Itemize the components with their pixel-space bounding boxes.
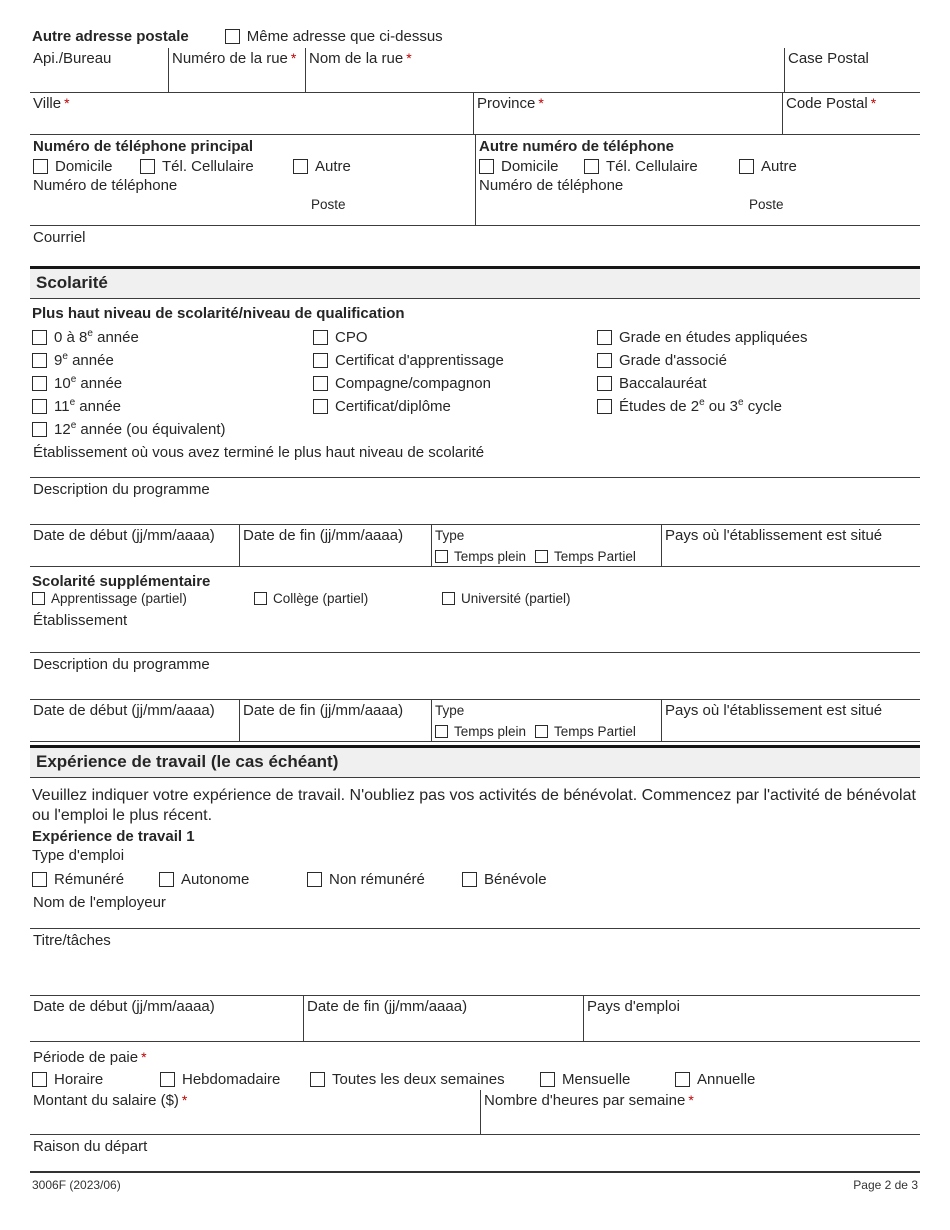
checkbox-cpo[interactable] bbox=[313, 326, 597, 349]
checkbox-box bbox=[32, 1072, 47, 1087]
field-salary-amount[interactable] bbox=[30, 1090, 480, 1134]
checkbox-box bbox=[313, 330, 328, 345]
checkbox-box bbox=[159, 872, 174, 887]
checkbox-autonome[interactable] bbox=[159, 871, 307, 888]
checkbox-box bbox=[584, 159, 599, 174]
checkbox-box bbox=[442, 592, 455, 605]
section-title: Expérience de travail (le cas échéant) bbox=[36, 752, 339, 771]
program-description-label: Description du programme bbox=[33, 656, 210, 673]
checkbox-label: 0 à 8e année bbox=[54, 328, 139, 346]
checkbox-label: Domicile bbox=[501, 158, 559, 175]
city-label: Ville bbox=[33, 95, 62, 112]
checkbox-box bbox=[535, 725, 548, 738]
checkbox-label: Même adresse que ci-dessus bbox=[246, 27, 443, 45]
field-hours-per-week[interactable] bbox=[480, 1090, 920, 1134]
phone2-cellulaire-checkbox[interactable] bbox=[584, 158, 739, 175]
checkbox-certificat-apprentissage[interactable] bbox=[313, 349, 597, 372]
checkbox-apprentissage-partiel[interactable] bbox=[32, 591, 254, 606]
checkbox-compagne-compagnon[interactable] bbox=[313, 372, 597, 395]
checkbox-box bbox=[313, 353, 328, 368]
checkbox-9-annee[interactable] bbox=[32, 349, 313, 372]
same-address-checkbox[interactable] bbox=[225, 28, 443, 45]
checkbox-etudes-2e-3e-cycle[interactable] bbox=[597, 395, 920, 418]
type-label: Type bbox=[435, 703, 465, 718]
checkbox-box bbox=[313, 399, 328, 414]
checkbox-box bbox=[310, 1072, 325, 1087]
checkbox-label: Temps Partiel bbox=[554, 724, 636, 739]
form-id: 3006F (2023/06) bbox=[32, 1178, 121, 1192]
checkbox-label: Autre bbox=[761, 158, 797, 175]
field-edu1-start-date[interactable] bbox=[30, 525, 239, 566]
checkbox-label: Tél. Cellulaire bbox=[606, 158, 698, 175]
postal-code-label: Code Postal bbox=[786, 95, 868, 112]
checkbox-grade-etudes-appliquees[interactable] bbox=[597, 326, 920, 349]
institution-label: Établissement où vous avez terminé le plus haut niveau de scolarité bbox=[33, 444, 485, 461]
salary-amount-label: Montant du salaire ($) bbox=[33, 1092, 179, 1109]
street-number-label: Numéro de la rue bbox=[172, 50, 288, 67]
checkbox-box bbox=[32, 422, 47, 437]
checkbox-mensuelle[interactable] bbox=[540, 1071, 675, 1088]
supplementary-education-title: Scolarité supplémentaire bbox=[32, 573, 211, 590]
required-asterisk: * bbox=[870, 95, 877, 111]
field-employer-name[interactable] bbox=[30, 891, 920, 929]
checkbox-label: 11e année bbox=[54, 397, 122, 415]
checkbox-12-annee[interactable] bbox=[32, 418, 313, 441]
checkbox-universite-partiel[interactable] bbox=[442, 591, 920, 606]
institution-label: Établissement bbox=[33, 612, 128, 629]
field-edu2-country[interactable] bbox=[661, 700, 920, 741]
checkbox-label: Mensuelle bbox=[562, 1070, 631, 1088]
field-phone1-ext[interactable]: Poste bbox=[311, 197, 346, 212]
hours-per-week-label: Nombre d'heures par semaine bbox=[484, 1092, 686, 1109]
checkbox-label: Domicile bbox=[55, 158, 113, 175]
section-header-scolarite bbox=[30, 266, 920, 299]
phone2-domicile-checkbox[interactable] bbox=[479, 158, 584, 175]
province-label: Province bbox=[477, 95, 536, 112]
country-label: Pays où l'établissement est situé bbox=[665, 527, 883, 544]
field-phone1-number[interactable]: Numéro de téléphone bbox=[33, 177, 178, 194]
edu1-type-cell bbox=[431, 525, 661, 566]
end-date-label: Date de fin (jj/mm/aaaa) bbox=[307, 998, 468, 1015]
checkbox-label: Collège (partiel) bbox=[273, 591, 369, 606]
checkbox-temps-partiel-1[interactable] bbox=[535, 549, 636, 564]
checkbox-hebdomadaire[interactable] bbox=[160, 1071, 310, 1088]
checkbox-box bbox=[32, 592, 45, 605]
end-date-label: Date de fin (jj/mm/aaaa) bbox=[243, 527, 404, 544]
start-date-label: Date de début (jj/mm/aaaa) bbox=[33, 527, 215, 544]
checkbox-0-8-annee[interactable] bbox=[32, 326, 313, 349]
end-date-label: Date de fin (jj/mm/aaaa) bbox=[243, 702, 404, 719]
field-phone2-number[interactable]: Numéro de téléphone bbox=[479, 177, 624, 194]
checkbox-box bbox=[675, 1072, 690, 1087]
checkbox-label: 9e année bbox=[54, 351, 114, 369]
other-address-header bbox=[32, 26, 920, 46]
street-name-label: Nom de la rue bbox=[309, 50, 404, 67]
field-work-start-date[interactable] bbox=[30, 996, 303, 1041]
primary-phone-block bbox=[30, 135, 475, 225]
checkbox-box bbox=[540, 1072, 555, 1087]
checkbox-temps-partiel-2[interactable] bbox=[535, 724, 636, 739]
other-phone-block bbox=[475, 135, 920, 225]
checkbox-box bbox=[597, 330, 612, 345]
education-level-grid bbox=[32, 326, 920, 441]
field-program-description-2[interactable] bbox=[30, 653, 920, 699]
education-dates-table-2 bbox=[30, 699, 920, 742]
edu1-type-options bbox=[435, 549, 657, 564]
checkbox-label: Toutes les deux semaines bbox=[332, 1070, 505, 1088]
checkbox-temps-plein-1[interactable] bbox=[435, 549, 526, 564]
required-asterisk: * bbox=[406, 50, 412, 66]
checkbox-box bbox=[254, 592, 267, 605]
field-work-end-date[interactable] bbox=[303, 996, 583, 1041]
apt-label: Api./Bureau bbox=[33, 50, 112, 67]
checkbox-toutes-les-deux-semaines[interactable] bbox=[310, 1071, 540, 1088]
po-box-label: Case Postal bbox=[788, 50, 869, 67]
field-postal-code[interactable] bbox=[782, 93, 920, 134]
salary-table bbox=[30, 1090, 920, 1135]
checkbox-label: Non rémunéré bbox=[329, 870, 425, 888]
field-edu1-end-date[interactable] bbox=[239, 525, 431, 566]
education-col-3 bbox=[597, 326, 920, 441]
checkbox-remunere[interactable] bbox=[32, 871, 159, 888]
address-table bbox=[30, 48, 920, 93]
checkbox-label: Tél. Cellulaire bbox=[162, 158, 254, 175]
checkbox-box bbox=[597, 376, 612, 391]
checkbox-box bbox=[140, 159, 155, 174]
checkbox-benevole[interactable] bbox=[462, 871, 920, 888]
phone1-autre-checkbox[interactable] bbox=[293, 158, 471, 175]
supplementary-options-row bbox=[32, 588, 920, 609]
section-title: Scolarité bbox=[36, 273, 108, 292]
checkbox-label: Apprentissage (partiel) bbox=[51, 591, 187, 606]
required-asterisk: * bbox=[290, 50, 297, 66]
checkbox-baccalaureat[interactable] bbox=[597, 372, 920, 395]
checkbox-label: Certificat/diplôme bbox=[335, 398, 451, 415]
program-description-label: Description du programme bbox=[33, 481, 210, 498]
checkbox-box bbox=[597, 399, 612, 414]
required-asterisk: * bbox=[141, 1049, 147, 1065]
field-edu2-start-date[interactable] bbox=[30, 700, 239, 741]
required-asterisk: * bbox=[64, 95, 70, 111]
checkbox-box bbox=[435, 550, 448, 563]
checkbox-box bbox=[462, 872, 477, 887]
checkbox-box bbox=[313, 376, 328, 391]
checkbox-grade-associe[interactable] bbox=[597, 349, 920, 372]
checkbox-certificat-diplome[interactable] bbox=[313, 395, 597, 418]
field-city[interactable] bbox=[30, 93, 473, 134]
checkbox-label: Temps Partiel bbox=[554, 549, 636, 564]
checkbox-box bbox=[739, 159, 754, 174]
pay-period-label: Période de paie * bbox=[33, 1049, 147, 1066]
reason-for-leaving-label: Raison du départ bbox=[33, 1138, 148, 1155]
field-institution-highest[interactable] bbox=[30, 441, 920, 478]
checkbox-box bbox=[32, 330, 47, 345]
required-asterisk: * bbox=[688, 1092, 694, 1108]
checkbox-box bbox=[535, 550, 548, 563]
edu2-type-options bbox=[435, 724, 657, 739]
checkbox-label: 12e année (ou équivalent) bbox=[54, 420, 226, 438]
checkbox-label: Compagne/compagnon bbox=[335, 375, 491, 392]
checkbox-horaire[interactable] bbox=[32, 1071, 160, 1088]
field-province[interactable] bbox=[473, 93, 782, 134]
start-date-label: Date de début (jj/mm/aaaa) bbox=[33, 702, 215, 719]
checkbox-college-partiel[interactable] bbox=[254, 591, 442, 606]
title-tasks-label: Titre/tâches bbox=[33, 932, 111, 949]
checkbox-label: Rémunéré bbox=[54, 870, 125, 888]
work-experience-intro: Veuillez indiquer votre expérience de travail. N'oubliez pas vos activités de bénévolat. Commencez par l'activité de bénévolat ou l'emploi le plus récent. bbox=[32, 787, 916, 824]
work-country-label: Pays d'emploi bbox=[587, 998, 680, 1015]
checkbox-box bbox=[293, 159, 308, 174]
checkbox-label: Annuelle bbox=[697, 1070, 756, 1088]
email-label: Courriel bbox=[33, 229, 86, 246]
checkbox-box bbox=[160, 1072, 175, 1087]
other-address-title: Autre adresse postale bbox=[32, 27, 189, 45]
field-edu1-country[interactable] bbox=[661, 525, 920, 566]
education-dates-table-1 bbox=[30, 524, 920, 567]
checkbox-box bbox=[33, 159, 48, 174]
checkbox-label: Hebdomadaire bbox=[182, 1070, 281, 1088]
checkbox-box bbox=[225, 29, 240, 44]
education-col-1 bbox=[32, 326, 313, 441]
highest-education-label: Plus haut niveau de scolarité/niveau de qualification bbox=[32, 305, 405, 322]
field-title-tasks[interactable] bbox=[30, 929, 920, 995]
field-street-number[interactable] bbox=[168, 48, 305, 92]
checkbox-label: Université (partiel) bbox=[461, 591, 571, 606]
section-header-experience bbox=[30, 745, 920, 778]
checkbox-label: Temps plein bbox=[454, 549, 527, 564]
checkbox-non-remunere[interactable] bbox=[307, 871, 462, 888]
primary-phone-type-row bbox=[33, 158, 471, 175]
field-phone2-ext[interactable]: Poste bbox=[749, 197, 784, 212]
checkbox-label: Bénévole bbox=[484, 870, 547, 888]
phone1-cellulaire-checkbox[interactable] bbox=[140, 158, 293, 175]
pay-period-options-row bbox=[32, 1068, 920, 1090]
checkbox-label: Certificat d'apprentissage bbox=[335, 352, 504, 369]
checkbox-label: Horaire bbox=[54, 1070, 104, 1088]
education-col-2 bbox=[313, 326, 597, 441]
primary-phone-title: Numéro de téléphone principal bbox=[33, 138, 254, 155]
required-asterisk: * bbox=[538, 95, 544, 111]
checkbox-box bbox=[307, 872, 322, 887]
other-phone-type-row bbox=[479, 158, 916, 175]
checkbox-box bbox=[597, 353, 612, 368]
field-institution-supplementary[interactable] bbox=[30, 609, 920, 653]
checkbox-annuelle[interactable] bbox=[675, 1071, 920, 1088]
checkbox-label: CPO bbox=[335, 329, 368, 346]
checkbox-box bbox=[32, 353, 47, 368]
city-table bbox=[30, 93, 920, 135]
checkbox-label: Autonome bbox=[181, 870, 250, 888]
checkbox-box bbox=[32, 376, 47, 391]
page-footer bbox=[30, 1171, 920, 1192]
other-phone-title: Autre numéro de téléphone bbox=[479, 138, 675, 155]
checkbox-label: Temps plein bbox=[454, 724, 527, 739]
checkbox-label: Baccalauréat bbox=[619, 375, 707, 392]
field-apt[interactable] bbox=[30, 48, 168, 92]
employment-type-row bbox=[32, 867, 920, 891]
field-po-box[interactable] bbox=[784, 48, 920, 92]
edu2-type-cell bbox=[431, 700, 661, 741]
required-asterisk: * bbox=[181, 1092, 188, 1108]
employment-type-label: Type d'emploi bbox=[32, 847, 125, 864]
start-date-label: Date de début (jj/mm/aaaa) bbox=[33, 998, 215, 1015]
field-reason-for-leaving[interactable] bbox=[30, 1135, 920, 1171]
checkbox-11-annee[interactable] bbox=[32, 395, 313, 418]
country-label: Pays où l'établissement est situé bbox=[665, 702, 883, 719]
checkbox-label: Autre bbox=[315, 158, 351, 175]
employer-name-label: Nom de l'employeur bbox=[33, 894, 166, 911]
checkbox-box bbox=[32, 872, 47, 887]
type-label: Type bbox=[435, 528, 465, 543]
phone1-domicile-checkbox[interactable] bbox=[33, 158, 140, 175]
field-program-description-1[interactable] bbox=[30, 478, 920, 524]
checkbox-10-annee[interactable] bbox=[32, 372, 313, 395]
phone-section bbox=[30, 135, 920, 226]
checkbox-box bbox=[479, 159, 494, 174]
field-work-country[interactable] bbox=[583, 996, 920, 1041]
page-number: Page 2 de 3 bbox=[853, 1178, 918, 1192]
checkbox-temps-plein-2[interactable] bbox=[435, 724, 526, 739]
checkbox-box bbox=[435, 725, 448, 738]
phone2-autre-checkbox[interactable] bbox=[739, 158, 916, 175]
checkbox-label: Grade en études appliquées bbox=[619, 329, 808, 346]
checkbox-label: Études de 2e ou 3e cycle bbox=[619, 397, 782, 415]
checkbox-box bbox=[32, 399, 47, 414]
field-street-name[interactable] bbox=[305, 48, 784, 92]
field-edu2-end-date[interactable] bbox=[239, 700, 431, 741]
checkbox-label: Grade d'associé bbox=[619, 352, 727, 369]
checkbox-label: 10e année bbox=[54, 374, 123, 392]
work-dates-table bbox=[30, 995, 920, 1042]
work-experience-1-title: Expérience de travail 1 bbox=[32, 828, 195, 845]
field-email[interactable] bbox=[30, 226, 920, 266]
